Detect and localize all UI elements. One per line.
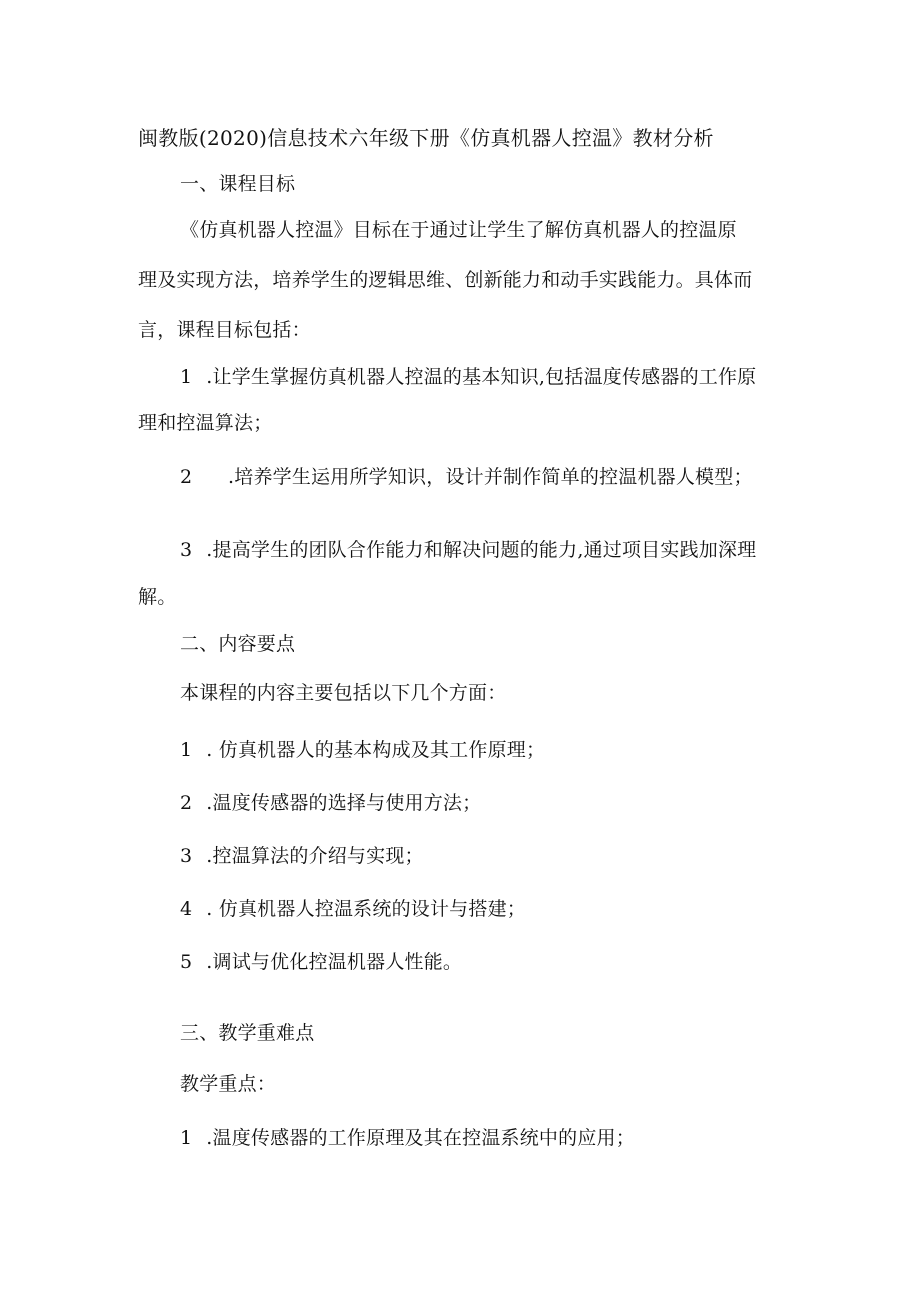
goal-item-2 [180,465,753,489]
section1-intro-line3: 言，课程目标包括： [138,319,311,341]
document-title: 闽教版(2020)信息技术六年级下册《仿真机器人控温》教材分析 [138,126,714,150]
goal-item-3-number: 3 [180,539,193,561]
key-point-item-1-number: 1 [180,1127,193,1149]
section1-intro-line1: 《仿真机器人控温》目标在于通过让学生了解仿真机器人的控温原 [180,219,737,241]
section2-heading: 二、内容要点 [180,633,296,655]
key-point-item-1-text: .温度传感器的工作原理及其在控温系统中的应用； [206,1127,635,1149]
content-item-2-text: .温度传感器的选择与使用方法； [206,792,482,814]
content-item-5 [180,950,462,974]
goal-item-3-text: .提高学生的团队合作能力和解决问题的能力,通过项目实践加深理 [206,539,757,561]
content-item-3-text: .控温算法的介绍与实现； [206,845,424,867]
content-item-4 [180,897,526,921]
goal-item-3-continued: 解。 [138,586,177,608]
content-item-4-number: 4 [180,898,193,920]
section1-heading: 一、课程目标 [180,173,296,195]
section2-intro: 本课程的内容主要包括以下几个方面： [180,682,507,704]
goal-item-3 [180,538,756,562]
content-item-5-number: 5 [180,951,193,973]
content-item-4-text: . 仿真机器人控温系统的设计与搭建； [206,898,526,920]
goal-item-1-continued: 理和控温算法； [138,412,273,434]
section1-intro-line2: 理及实现方法，培养学生的逻辑思维、创新能力和动手实践能力。具体而 [138,269,753,291]
section3-subheading: 教学重点： [180,1073,277,1095]
content-item-2 [180,791,481,815]
content-item-5-text: .调试与优化控温机器人性能。 [206,951,463,973]
section3-heading: 三、教学重难点 [180,1022,315,1044]
content-item-1 [180,738,545,762]
goal-item-1-number: 1 [180,366,193,388]
key-point-item-1 [180,1126,635,1150]
goal-item-2-text: .培养学生运用所学知识，设计并制作简单的控温机器人模型； [228,466,753,488]
content-item-3-number: 3 [180,845,193,867]
content-item-1-number: 1 [180,739,193,761]
content-item-2-number: 2 [180,792,193,814]
content-item-1-text: . 仿真机器人的基本构成及其工作原理； [206,739,546,761]
content-item-3 [180,844,424,868]
goal-item-1-text: .让学生掌握仿真机器人控温的基本知识,包括温度传感器的工作原 [206,366,757,388]
goal-item-2-number: 2 [180,466,193,488]
goal-item-1 [180,365,756,389]
